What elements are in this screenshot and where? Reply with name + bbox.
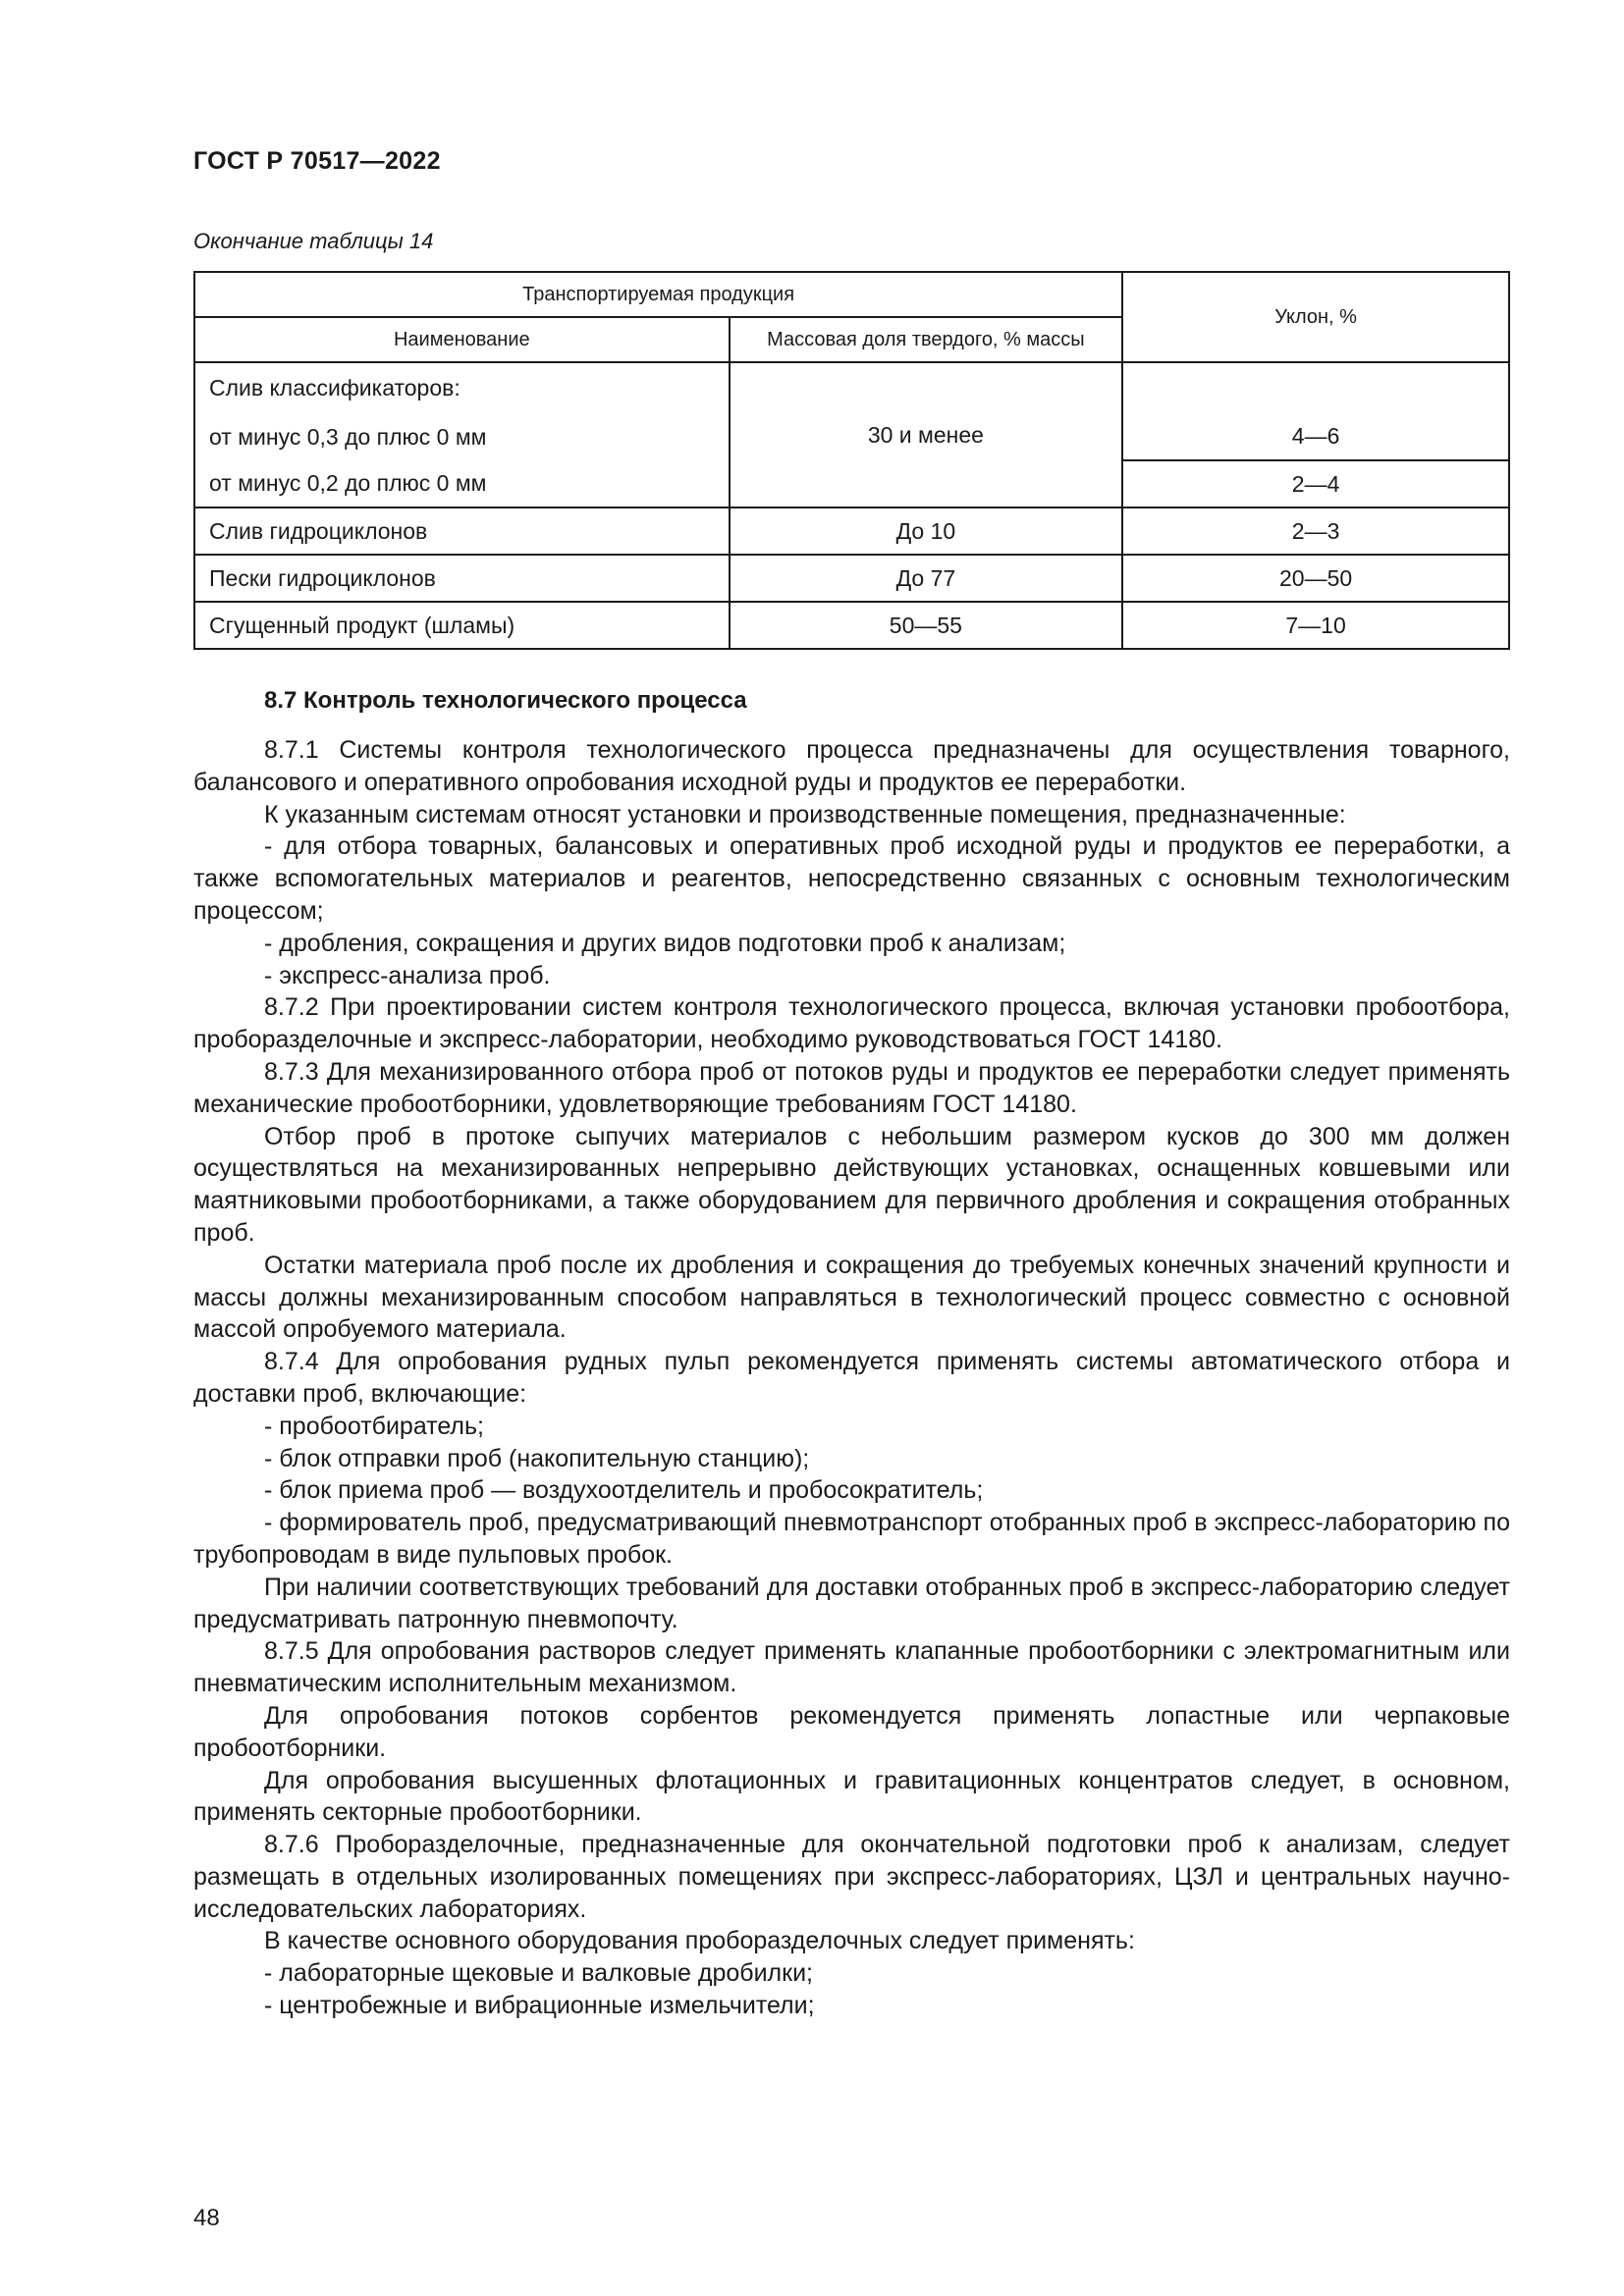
list-item: - пробоотбиратель;: [264, 1412, 484, 1440]
cell-slope-empty: [1122, 362, 1509, 413]
list-item: - лабораторные щековые и валковые дробилки;: [264, 1959, 813, 1988]
header-group: Транспортируемая продукция: [194, 272, 1122, 317]
cell-solid: До 10: [730, 507, 1123, 555]
section-title: 8.7 Контроль технологического процесса: [264, 687, 747, 714]
header-solid: Массовая доля твердого, % массы: [730, 317, 1123, 362]
document-header: ГОСТ Р 70517—2022: [193, 147, 441, 175]
table-row: [194, 507, 1509, 555]
cell-slope: 7—10: [1122, 602, 1509, 649]
table-row: [194, 602, 1509, 649]
table-row: [194, 362, 1509, 413]
paragraph: При наличии соответствующих требований для доставки отобранных проб в экспресс-лабораторию следует предусматривать патронную пневмопочту.: [193, 1573, 1510, 1633]
list-item: - блок приема проб — воздухоотделитель и пробосократитель;: [264, 1476, 984, 1505]
cell-name: Слив гидроциклонов: [194, 507, 730, 555]
paragraph: 8.7.6 Проборазделочные, предназначенные для окончательной подготовки проб к анализам, следует размещать в отдельных изолированных помещениях при экспресс-лабораториях, ЦЗЛ и центральных научно-исследовательских лабораториях.: [193, 1831, 1510, 1923]
cell-solid-merged: 30 и менее: [730, 362, 1123, 507]
paragraph: 8.7.1 Системы контроля технологического процесса предназначены для осуществления товарного, балансового и оперативного опробования исходной руды и продуктов ее переработки.: [193, 736, 1510, 796]
table-header-row: [194, 272, 1509, 317]
paragraph: Отбор проб в протоке сыпучих материалов с небольшим размером кусков до 300 мм должен осуществляться на механизированных непрерывно действующих установках, оснащенных ковшевыми или маятниковыми пробоотборниками, а также оборудованием для первичного дробления и сокращения отобранных проб.: [193, 1122, 1510, 1247]
cell-slope: 20—50: [1122, 555, 1509, 602]
cell-name: Сгущенный продукт (шламы): [194, 602, 730, 649]
paragraph: Для опробования потоков сорбентов рекомендуется применять лопастные или черпаковые пробоотборники.: [193, 1701, 1510, 1762]
header-name: Наименование: [194, 317, 730, 362]
list-item: - дробления, сокращения и других видов подготовки проб к анализам;: [264, 929, 1066, 957]
cell-name: от минус 0,3 до плюс 0 мм: [194, 413, 730, 460]
cell-solid: До 77: [730, 555, 1123, 602]
cell-slope: 2—4: [1122, 460, 1509, 507]
table-row: [194, 555, 1509, 602]
cell-name: Слив классификаторов:: [194, 362, 730, 413]
header-slope: Уклон, %: [1122, 272, 1509, 362]
paragraph: 8.7.5 Для опробования растворов следует применять клапанные пробоотборники с электромагнитным или пневматическим исполнительным механизмом.: [193, 1637, 1510, 1698]
list-item: - формирователь проб, предусматривающий пневмотранспорт отобранных проб в экспресс-лабораторию по трубопроводам в виде пульповых пробок.: [193, 1509, 1510, 1569]
cell-slope: 2—3: [1122, 507, 1509, 555]
cell-name: Пески гидроциклонов: [194, 555, 730, 602]
paragraph: Для опробования высушенных флотационных и гравитационных концентратов следует, в основном, применять секторные пробоотборники.: [193, 1766, 1510, 1827]
list-item: - экспресс-анализа проб.: [264, 961, 551, 989]
table-caption: Окончание таблицы 14: [193, 229, 434, 253]
list-item: - для отбора товарных, балансовых и оперативных проб исходной руды и продуктов ее переработки, а также вспомогательных материалов и реагентов, непосредственно связанных с основным технологическим процессом;: [193, 832, 1510, 925]
paragraph: 8.7.4 Для опробования рудных пульп рекомендуется применять системы автоматического отбора и доставки проб, включающие:: [193, 1348, 1510, 1408]
cell-name: от минус 0,2 до плюс 0 мм: [194, 460, 730, 507]
page-number: 48: [193, 2205, 220, 2231]
list-item: - блок отправки проб (накопительную станцию);: [264, 1444, 810, 1472]
paragraph: К указанным системам относят установки и производственные помещения, предназначенные:: [264, 800, 1346, 828]
cell-solid: 50—55: [730, 602, 1123, 649]
list-item: - центробежные и вибрационные измельчители;: [264, 1992, 815, 2020]
paragraph: В качестве основного оборудования проборазделочных следует применять:: [264, 1927, 1135, 1955]
paragraph: 8.7.3 Для механизированного отбора проб от потоков руды и продуктов ее переработки следует применять механические пробоотборники, удовлетворяющие требованиям ГОСТ 14180.: [193, 1057, 1510, 1118]
paragraph: Остатки материала проб после их дробления и сокращения до требуемых конечных значений крупности и массы должны механизированным способом направляться в технологический процесс совместно с основной массой опробуемого материала.: [193, 1251, 1510, 1344]
cell-slope: 4—6: [1122, 413, 1509, 460]
section-body: [193, 734, 1510, 2022]
data-table: [193, 271, 1510, 650]
paragraph: 8.7.2 При проектировании систем контроля технологического процесса, включая установки пробоотбора, проборазделочные и экспресс-лаборатории, необходимо руководствоваться ГОСТ 14180.: [193, 993, 1510, 1054]
